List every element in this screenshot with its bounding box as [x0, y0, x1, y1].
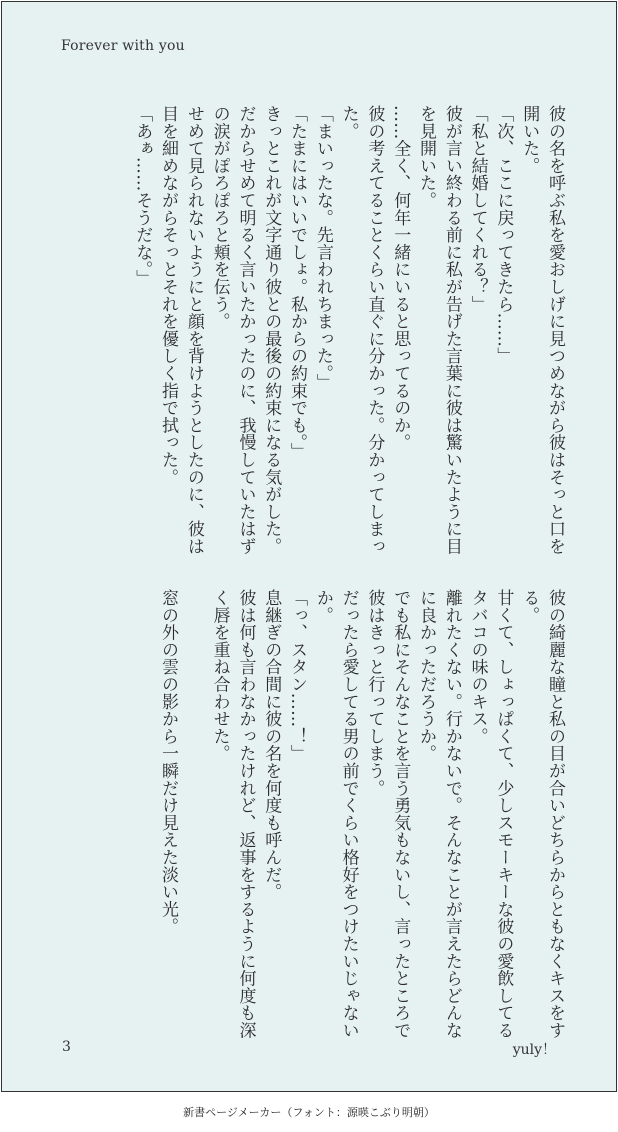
generator-credit: 新書ページメーカー（フォント：源暎こぶり明朝）: [183, 1106, 435, 1119]
page-number: 3: [62, 1039, 71, 1055]
upper-text-block: 彼の名を呼ぶ私を愛おしげに見つめながら彼はそっと口を開いた。 「次、ここに戻ってきたら……」 「私と結婚してくれる？」 彼が言い終わる前に私が告げた言葉に彼は驚いたように目を見開いた。 ……全く、何年一緒にいると思ってるのか。 彼の考えてることくらい直ぐに分かった。分かってしまった。 「まいったな。先言われちまった。」 「たまにはいいでしょ。私からの約束でも。」 きっとこれが文字通り彼との最後の約束になる気がした。だからせめて明るく言いたかったのに、我慢していたはずの涙がぽろぽろと頬を伝う。 せめて見られないようにと顔を背けようとしたのに、彼は目を細めながらそっとそれを優しく指で拭った。 「あぁ……そうだな。」: [132, 105, 565, 555]
running-header-title: Forever with you: [61, 38, 185, 54]
lower-text-block: 彼の綺麗な瞳と私の目が合いどちらからともなくキスをする。 甘くて、しょっぱくて、少しスモーキーな彼の愛飲してるタバコの味のキス。 離れたくない。行かないで。そんなことが言えたらどんなに良かっただろうか。 でも私にそんなことを言う勇気もないし、言ったところで彼はきっと行ってしまう。 だったら愛してる男の前でくらい格好をつけたいじゃないか。 「っ、スタン……！」 息継ぎの合間に彼の名を何度も呼んだ。 彼は何も言わなかったけれど、返事をするように何度も深く唇を重ね合わせた。 窓の外の雲の影から一瞬だけ見えた淡い光。: [158, 589, 565, 1039]
author-name: yuly！: [512, 1042, 556, 1058]
book-page: [1, 1, 617, 1092]
